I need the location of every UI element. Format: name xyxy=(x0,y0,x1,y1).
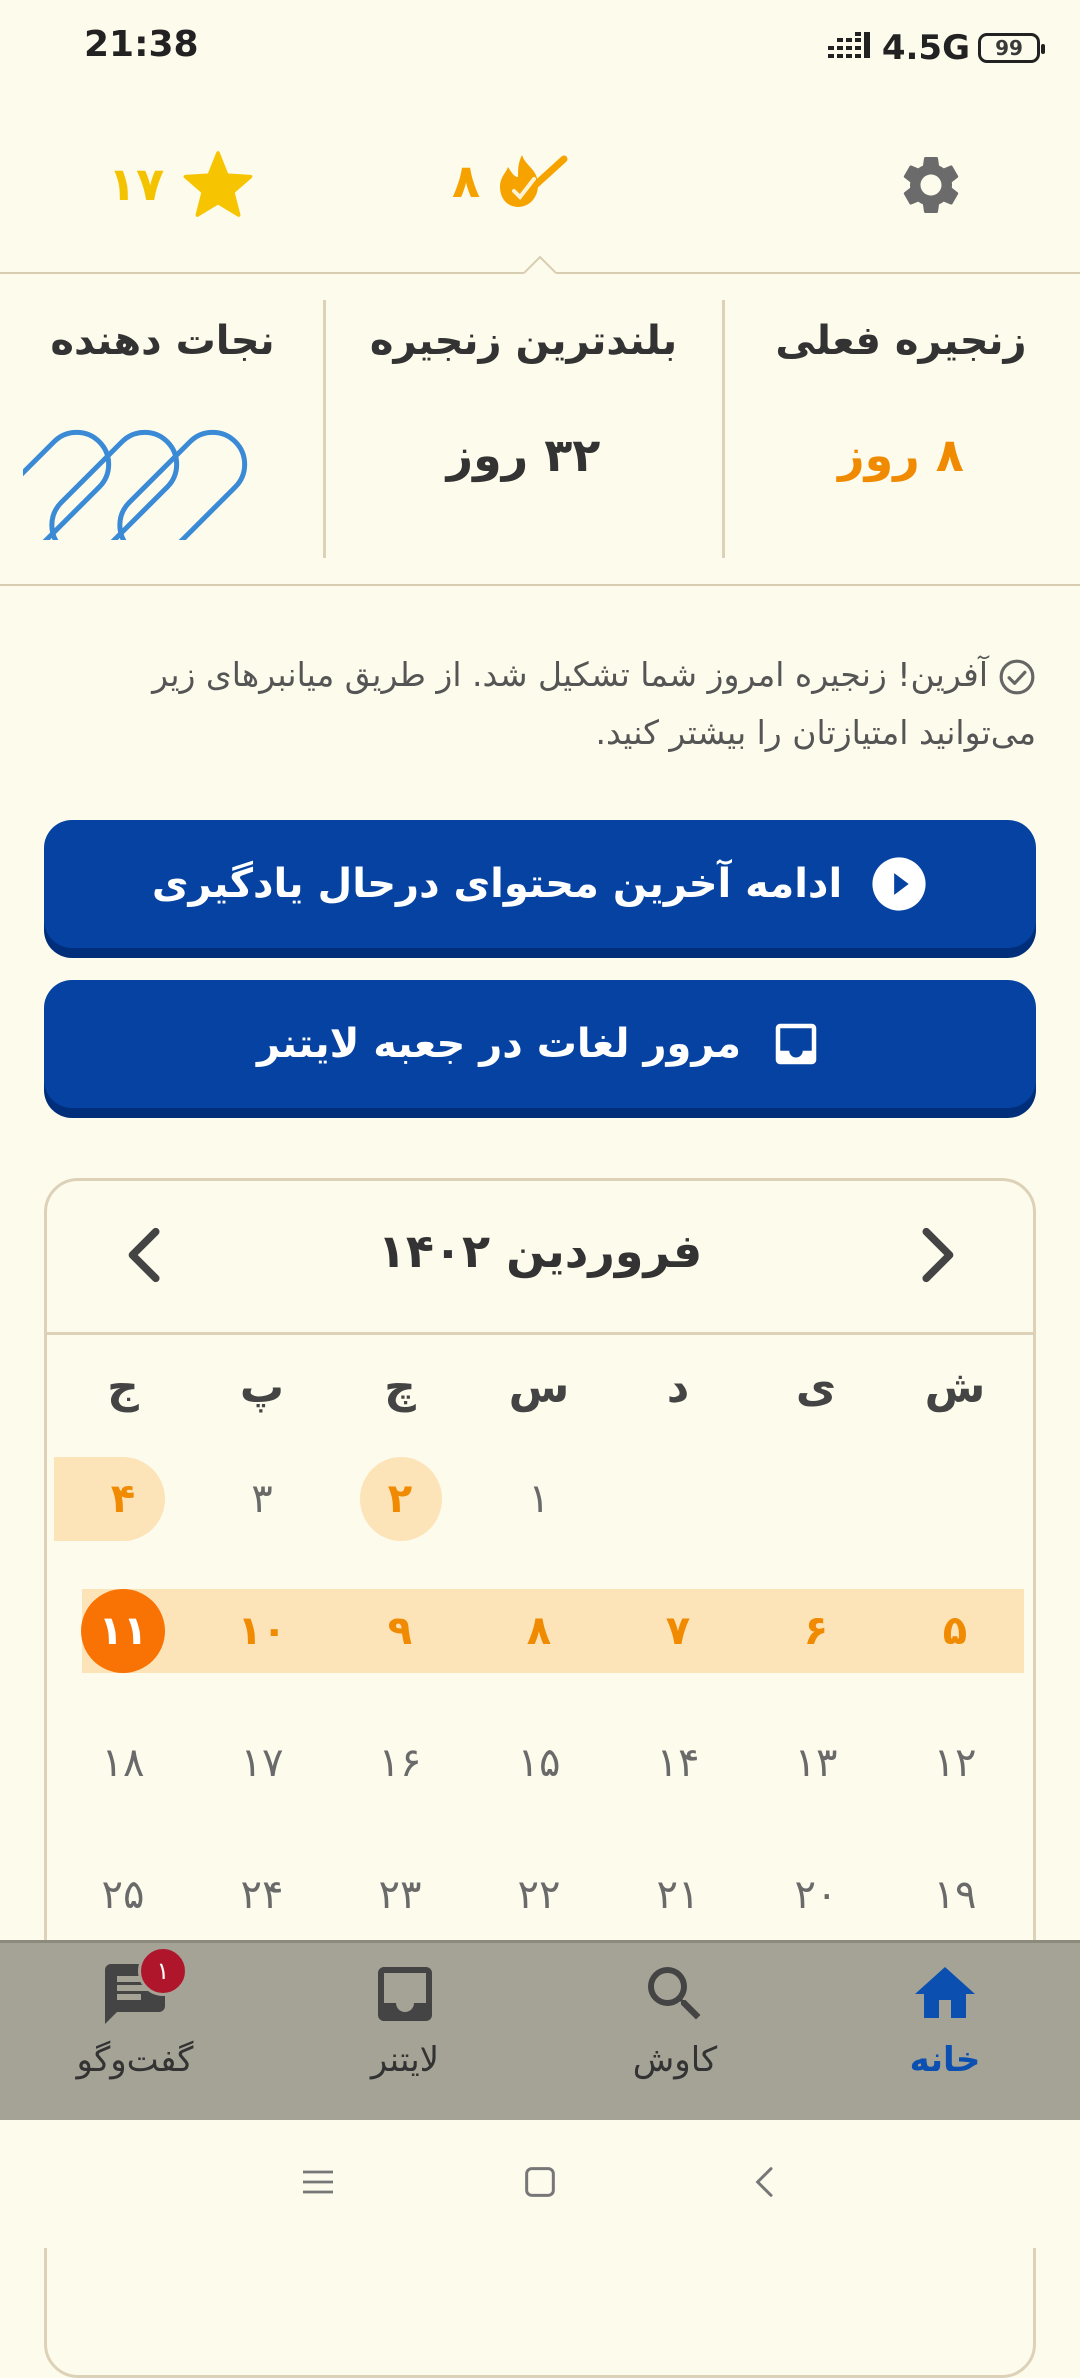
nav-home-label: خانه xyxy=(909,2040,981,2080)
chevron-left-icon xyxy=(112,1220,182,1290)
nav-home[interactable] xyxy=(845,1958,1045,2080)
calendar-prev-button[interactable] xyxy=(112,1220,182,1290)
calendar-day[interactable]: ۵ xyxy=(942,1608,968,1654)
weekday-label: پ xyxy=(239,1362,285,1413)
nav-explore[interactable] xyxy=(575,1958,775,2080)
nav-chat[interactable] xyxy=(35,1958,235,2080)
nav-explore-label: کاوش xyxy=(632,2040,718,2080)
stats-divider xyxy=(722,300,725,558)
calendar-day[interactable]: ۷ xyxy=(665,1608,691,1654)
calendar-day[interactable]: ۲۳ xyxy=(378,1872,422,1918)
settings-button[interactable] xyxy=(896,150,966,220)
calendar-day[interactable]: ۸ xyxy=(526,1608,552,1654)
review-leitner-button[interactable] xyxy=(44,980,1036,1108)
search-icon xyxy=(639,1958,711,2030)
congrats-text: آفرین! زنجیره امروز شما تشکیل شد. از طریق میانبرهای زیر می‌توانید امتیازتان را بیشتر کنید. xyxy=(152,655,1036,752)
menu-icon[interactable] xyxy=(298,2162,338,2202)
calendar-day[interactable]: ۱ xyxy=(528,1476,550,1522)
calendar-day[interactable]: ۱۸ xyxy=(101,1740,145,1786)
weekday-label: ج xyxy=(107,1362,139,1413)
streak-saver-icons xyxy=(23,400,303,540)
calendar-day[interactable]: ۶ xyxy=(803,1608,829,1654)
nav-chat-label: گفت‌وگو xyxy=(76,2040,194,2080)
continue-learning-label: ادامه آخرین محتوای درحال یادگیری xyxy=(151,861,843,907)
inbox-icon xyxy=(769,1017,823,1071)
weekday-label: س xyxy=(508,1362,570,1413)
calendar-next-button[interactable] xyxy=(900,1220,970,1290)
nav-leitner-label: لایتنر xyxy=(370,2040,440,2080)
calendar-day[interactable]: ۴ xyxy=(110,1476,136,1522)
check-circle-icon xyxy=(998,658,1036,696)
calendar-month-title: فروردین ۱۴۰۲ xyxy=(377,1224,703,1278)
saver-pill-icon xyxy=(23,419,122,540)
calendar-day[interactable]: ۹ xyxy=(387,1608,413,1654)
battery-level: 99 xyxy=(995,36,1023,60)
calendar-day[interactable]: ۳ xyxy=(251,1476,273,1522)
status-indicators xyxy=(828,26,1040,70)
weekday-label: چ xyxy=(384,1362,416,1413)
calendar-day[interactable]: ۲۱ xyxy=(656,1872,700,1918)
calendar-day[interactable]: ۱۶ xyxy=(378,1740,422,1786)
battery-icon xyxy=(978,33,1040,63)
calendar-day[interactable]: ۱۴ xyxy=(656,1740,700,1786)
calendar-header-divider xyxy=(47,1332,1033,1335)
back-icon[interactable] xyxy=(746,2162,786,2202)
current-streak-title: زنجیره فعلی xyxy=(775,318,1027,364)
review-leitner-label: مرور لغات در جعبه لایتنر xyxy=(257,1021,741,1067)
streak-savers-title: نجات دهنده xyxy=(50,318,275,364)
calendar-day[interactable]: ۱۹ xyxy=(933,1872,977,1918)
calendar-day[interactable]: ۲۴ xyxy=(240,1872,284,1918)
signal-icon xyxy=(828,32,874,64)
weekday-label: ی xyxy=(795,1362,837,1413)
longest-streak-title: بلندترین زنجیره xyxy=(369,318,678,364)
streak-count: ۸ xyxy=(452,154,481,208)
system-navigation-bar xyxy=(0,2120,1080,2248)
calendar-day[interactable]: ۲۲ xyxy=(517,1872,561,1918)
longest-streak-value: ۳۲ روز xyxy=(446,428,601,482)
calendar-day[interactable]: ۱۳ xyxy=(794,1740,838,1786)
streak-counter[interactable] xyxy=(452,150,568,212)
flame-check-icon xyxy=(498,150,568,212)
longest-streak-stat xyxy=(325,300,722,560)
weekday-label: ش xyxy=(924,1362,986,1413)
current-streak-stat xyxy=(722,300,1080,560)
calendar-day[interactable]: ۱۰ xyxy=(237,1608,287,1654)
status-time: 21:38 xyxy=(84,24,199,65)
home-icon xyxy=(909,1958,981,2030)
calendar-day-today[interactable]: ۱۱ xyxy=(81,1589,165,1673)
calendar-day[interactable]: ۲۵ xyxy=(101,1872,145,1918)
star-icon xyxy=(182,150,254,218)
congrats-message xyxy=(40,646,1036,762)
stars-counter[interactable] xyxy=(108,150,254,218)
notch-pointer xyxy=(524,252,556,284)
streak-savers-stat xyxy=(0,300,325,560)
inbox-icon xyxy=(369,1958,441,2030)
network-type: 4.5G xyxy=(881,28,970,68)
calendar-day[interactable]: ۲ xyxy=(387,1476,413,1522)
calendar-day[interactable]: ۲۰ xyxy=(794,1872,838,1918)
stats-divider-bottom xyxy=(0,584,1080,586)
home-square-icon[interactable] xyxy=(520,2162,560,2202)
chat-unread-badge: ۱ xyxy=(138,1946,188,1996)
current-streak-value: ۸ روز xyxy=(838,428,964,482)
gear-icon xyxy=(896,150,966,220)
continue-learning-button[interactable] xyxy=(44,820,1036,948)
weekday-label: د xyxy=(666,1362,690,1413)
calendar-day[interactable]: ۱۵ xyxy=(517,1740,561,1786)
stars-count: ۱۷ xyxy=(108,157,165,211)
play-circle-icon xyxy=(870,855,928,913)
chevron-right-icon xyxy=(900,1220,970,1290)
calendar-day[interactable]: ۱۷ xyxy=(240,1740,284,1786)
calendar-day[interactable]: ۱۲ xyxy=(933,1740,977,1786)
nav-leitner[interactable] xyxy=(305,1958,505,2080)
